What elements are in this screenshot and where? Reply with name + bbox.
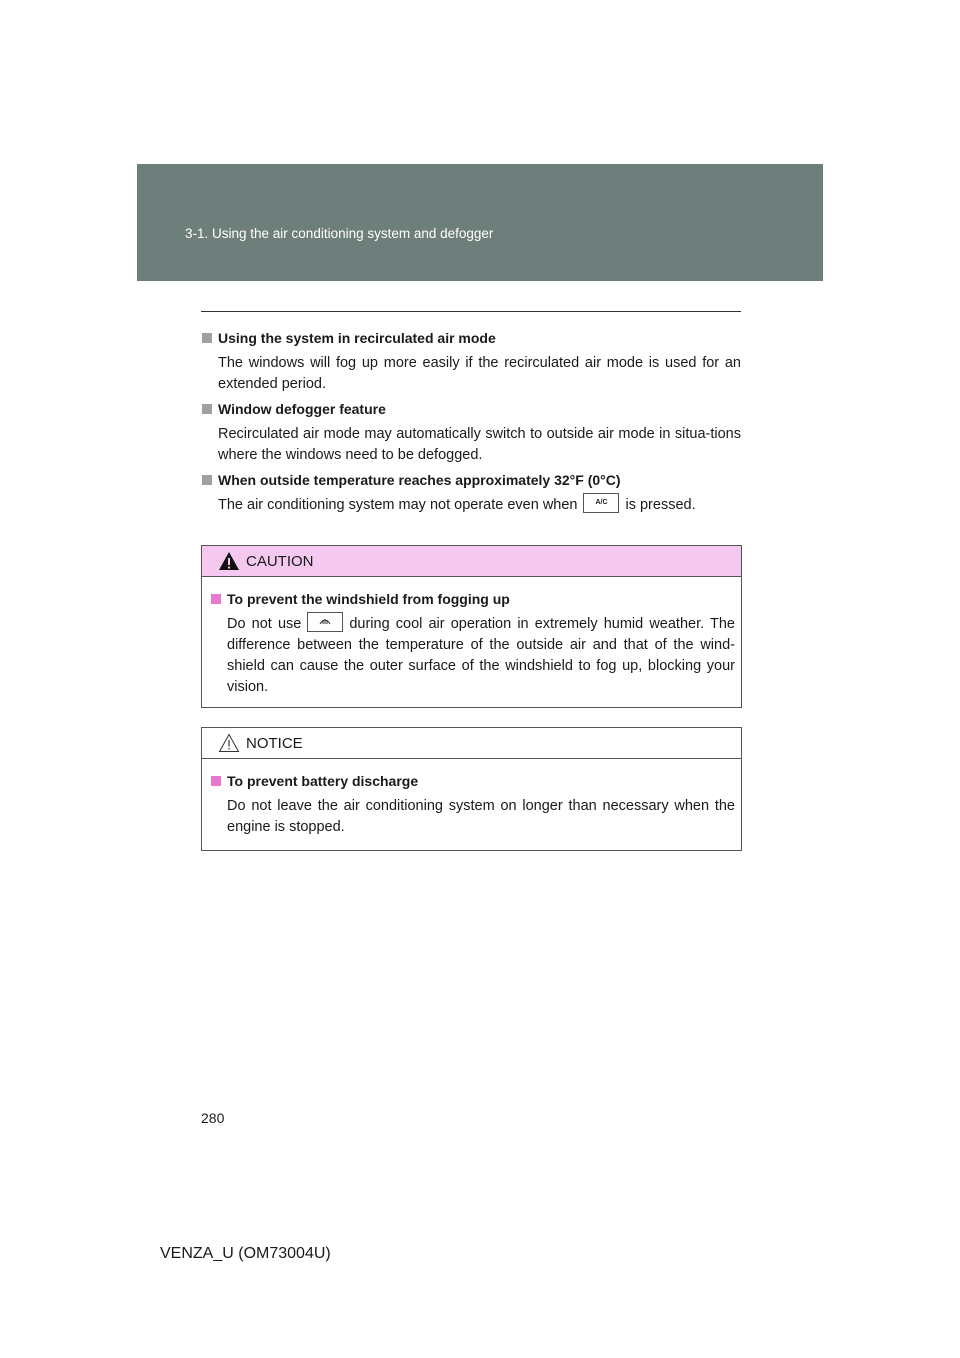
- caution-text-before: Do not use: [227, 616, 302, 632]
- note-text-before: The air conditioning system may not operate even when: [218, 497, 578, 513]
- bullet-square-icon: [202, 404, 212, 414]
- caution-heading: To prevent the windshield from fogging up: [227, 591, 510, 607]
- note-text: Recirculated air mode may automatically switch to outside air mode in situa-tions where the windows need to be defogged.: [218, 426, 741, 463]
- notice-text: Do not leave the air conditioning system on longer than necessary when the engine is stopped.: [227, 798, 735, 835]
- section-header: [137, 164, 823, 281]
- note-heading: Window defogger feature: [218, 401, 386, 417]
- note-text-after: is pressed.: [625, 497, 696, 513]
- bullet-square-icon: [202, 475, 212, 485]
- note-heading: Using the system in recirculated air mode: [218, 330, 496, 346]
- notice-heading: To prevent battery discharge: [227, 773, 419, 789]
- note-text: The windows will fog up more easily if the recirculated air mode is used for an extended period.: [218, 355, 741, 392]
- caution-title: CAUTION: [246, 553, 314, 570]
- bullet-square-icon: [211, 776, 221, 786]
- section-title: 3-1. Using the air conditioning system and defogger: [185, 226, 494, 241]
- caution-box: [201, 545, 742, 708]
- warning-triangle-icon: [218, 551, 240, 571]
- ac-button-icon: A/C: [583, 493, 619, 513]
- notice-title: NOTICE: [246, 735, 303, 752]
- divider: [201, 311, 741, 312]
- page-number: 280: [201, 1110, 225, 1126]
- bullet-square-icon: [211, 594, 221, 604]
- note-heading: When outside temperature reaches approximately 32°F (0°C): [218, 472, 621, 488]
- warning-outline-icon: [218, 733, 240, 753]
- note-recirculated: [201, 328, 741, 395]
- document-id: VENZA_U (OM73004U): [160, 1245, 331, 1262]
- defroster-button-icon: [307, 612, 343, 632]
- notice-box: [201, 727, 742, 851]
- caution-text-after: during cool air operation in extremely humid weather. The difference between the temperature of the outside air and that of the wind-shield can cause the outer surface of the windshield to fog up, blocking your vision.: [227, 616, 735, 695]
- bullet-square-icon: [202, 333, 212, 343]
- note-temperature: [201, 470, 741, 516]
- note-defogger: [201, 399, 741, 466]
